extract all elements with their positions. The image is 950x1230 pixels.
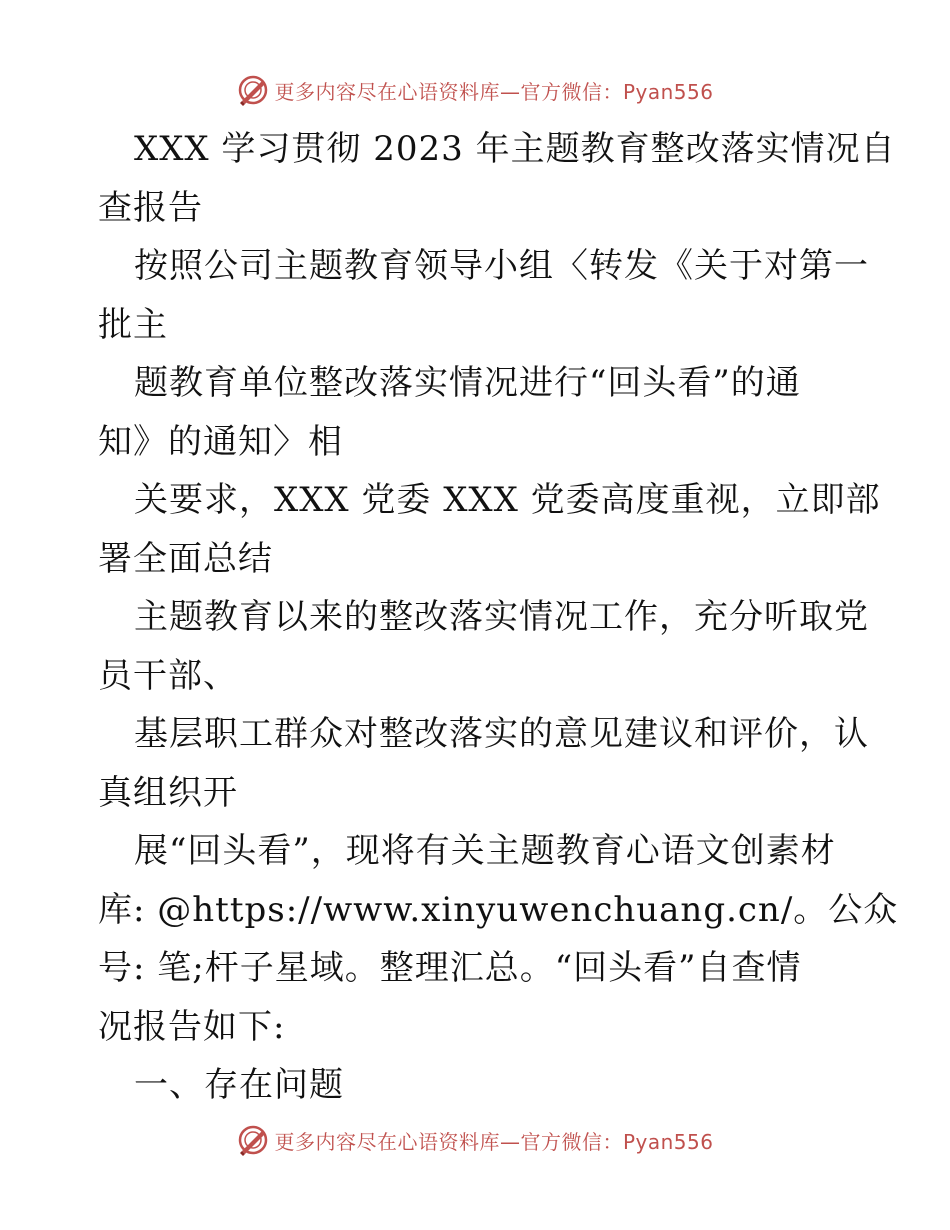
header-banner	[0, 70, 950, 110]
document-line: 基层职工群众对整改落实的意见建议和评价，认	[134, 714, 869, 754]
document-line: 真组织开	[98, 772, 238, 813]
pen-seal-logo-icon	[236, 1123, 270, 1157]
site-name: 更多内容尽在心语资料库	[274, 1129, 500, 1154]
document-line: 批主	[98, 304, 168, 345]
document-line: 员干部、	[98, 655, 238, 696]
document-line: 关要求，XXX 党委 XXX 党委高度重视，立即部	[134, 480, 881, 520]
banner-text	[274, 76, 713, 105]
separator: —	[499, 79, 521, 104]
separator: —	[499, 1129, 521, 1154]
document-line: 主题教育以来的整改落实情况工作，充分听取党	[134, 597, 869, 637]
document-line: 查报告	[98, 187, 203, 228]
document-line: 展“回头看”，现将有关主题教育心语文创素材	[134, 831, 836, 871]
document-line: 一、存在问题	[134, 1065, 344, 1105]
document-line: 题教育单位整改落实情况进行“回头看”的通	[134, 363, 801, 403]
wechat-id: 官方微信：Pyan556	[520, 79, 714, 104]
document-line: 按照公司主题教育领导小组〈转发《关于对第一	[134, 246, 869, 286]
site-name: 更多内容尽在心语资料库	[274, 79, 500, 104]
document-line: 库: @https://www.xinyuwenchuang.cn/。公众	[98, 889, 899, 930]
pen-seal-logo-icon	[236, 73, 270, 107]
banner-text	[274, 1126, 713, 1155]
document-line: 况报告如下:	[98, 1006, 286, 1047]
document-line: 署全面总结	[98, 538, 273, 579]
document-body	[98, 120, 899, 1115]
footer-banner	[0, 1120, 950, 1160]
document-line: 知》的通知〉相	[98, 421, 343, 462]
wechat-id: 官方微信：Pyan556	[520, 1129, 714, 1154]
document-line: XXX 学习贯彻 2023 年主题教育整改落实情况自	[134, 129, 896, 169]
document-line: 号: 笔;杆子星域。整理汇总。“回头看”自查情	[98, 948, 802, 988]
